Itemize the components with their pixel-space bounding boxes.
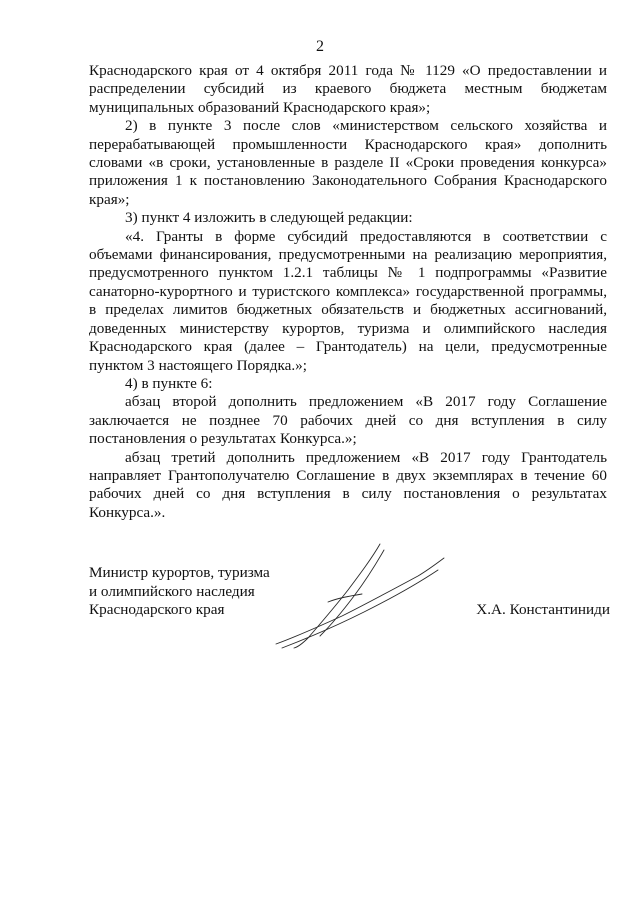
signatory-name: Х.А. Константиниди xyxy=(476,601,610,618)
page-number: 2 xyxy=(316,38,324,55)
document-body xyxy=(89,62,607,522)
paragraph-2: 2) в пункте 3 после слов «министерством сельского хозяйства и перерабатывающей промышленности Краснодарского края» дополнить словами «в сроки, установленные в разделе II «Сроки проведения конкурса» приложения 1 к постановлению Законодательного Собрания Краснодарского края»; xyxy=(89,117,607,208)
signatory-title xyxy=(89,564,270,620)
signatory-title-line-1: Министр курортов, туризма xyxy=(89,564,270,581)
paragraph-3: 3) пункт 4 изложить в следующей редакции: xyxy=(125,209,413,227)
paragraph-6: абзац второй дополнить предложением «В 2017 году Соглашение заключается не позднее 70 рабочих дней со дня вступления в силу постановления о результатах Конкурса.»; xyxy=(89,393,607,448)
handwritten-signature xyxy=(268,540,458,650)
paragraph-4: «4. Гранты в форме субсидий предоставляются в соответствии с объемами финансирования, предусмотренными на реализацию мероприятия, предусмотренного пунктом 1.2.1 таблицы № 1 подпрограммы «Развитие санаторно-курортного и туристского комплекса» государственной программы, в пределах лимитов бюджетных обязательств и бюджетных ассигнований, доведенных министерству курортов, туризма и олимпийского наследия Краснодарского края (далее – Грантодатель) на цели, предусмотренные пунктом 3 настоящего Порядка.»; xyxy=(89,227,607,374)
paragraph-5: 4) в пункте 6: xyxy=(125,374,213,392)
paragraph-1: Краснодарского края от 4 октября 2011 года № 1129 «О предоставлении и распределении субсидий из краевого бюджета местным бюджетам муниципальных образований Краснодарского края»; xyxy=(89,62,607,116)
paragraph-7: абзац третий дополнить предложением «В 2017 году Грантодатель направляет Грантополучателю Соглашение в двух экземплярах в течение 60 рабочих дней со дня вступления в силу постановления о результатах Конкурса.». xyxy=(89,448,607,521)
signatory-title-line-2: и олимпийского наследия xyxy=(89,582,255,600)
signatory-title-line-3: Краснодарского края xyxy=(89,601,225,619)
